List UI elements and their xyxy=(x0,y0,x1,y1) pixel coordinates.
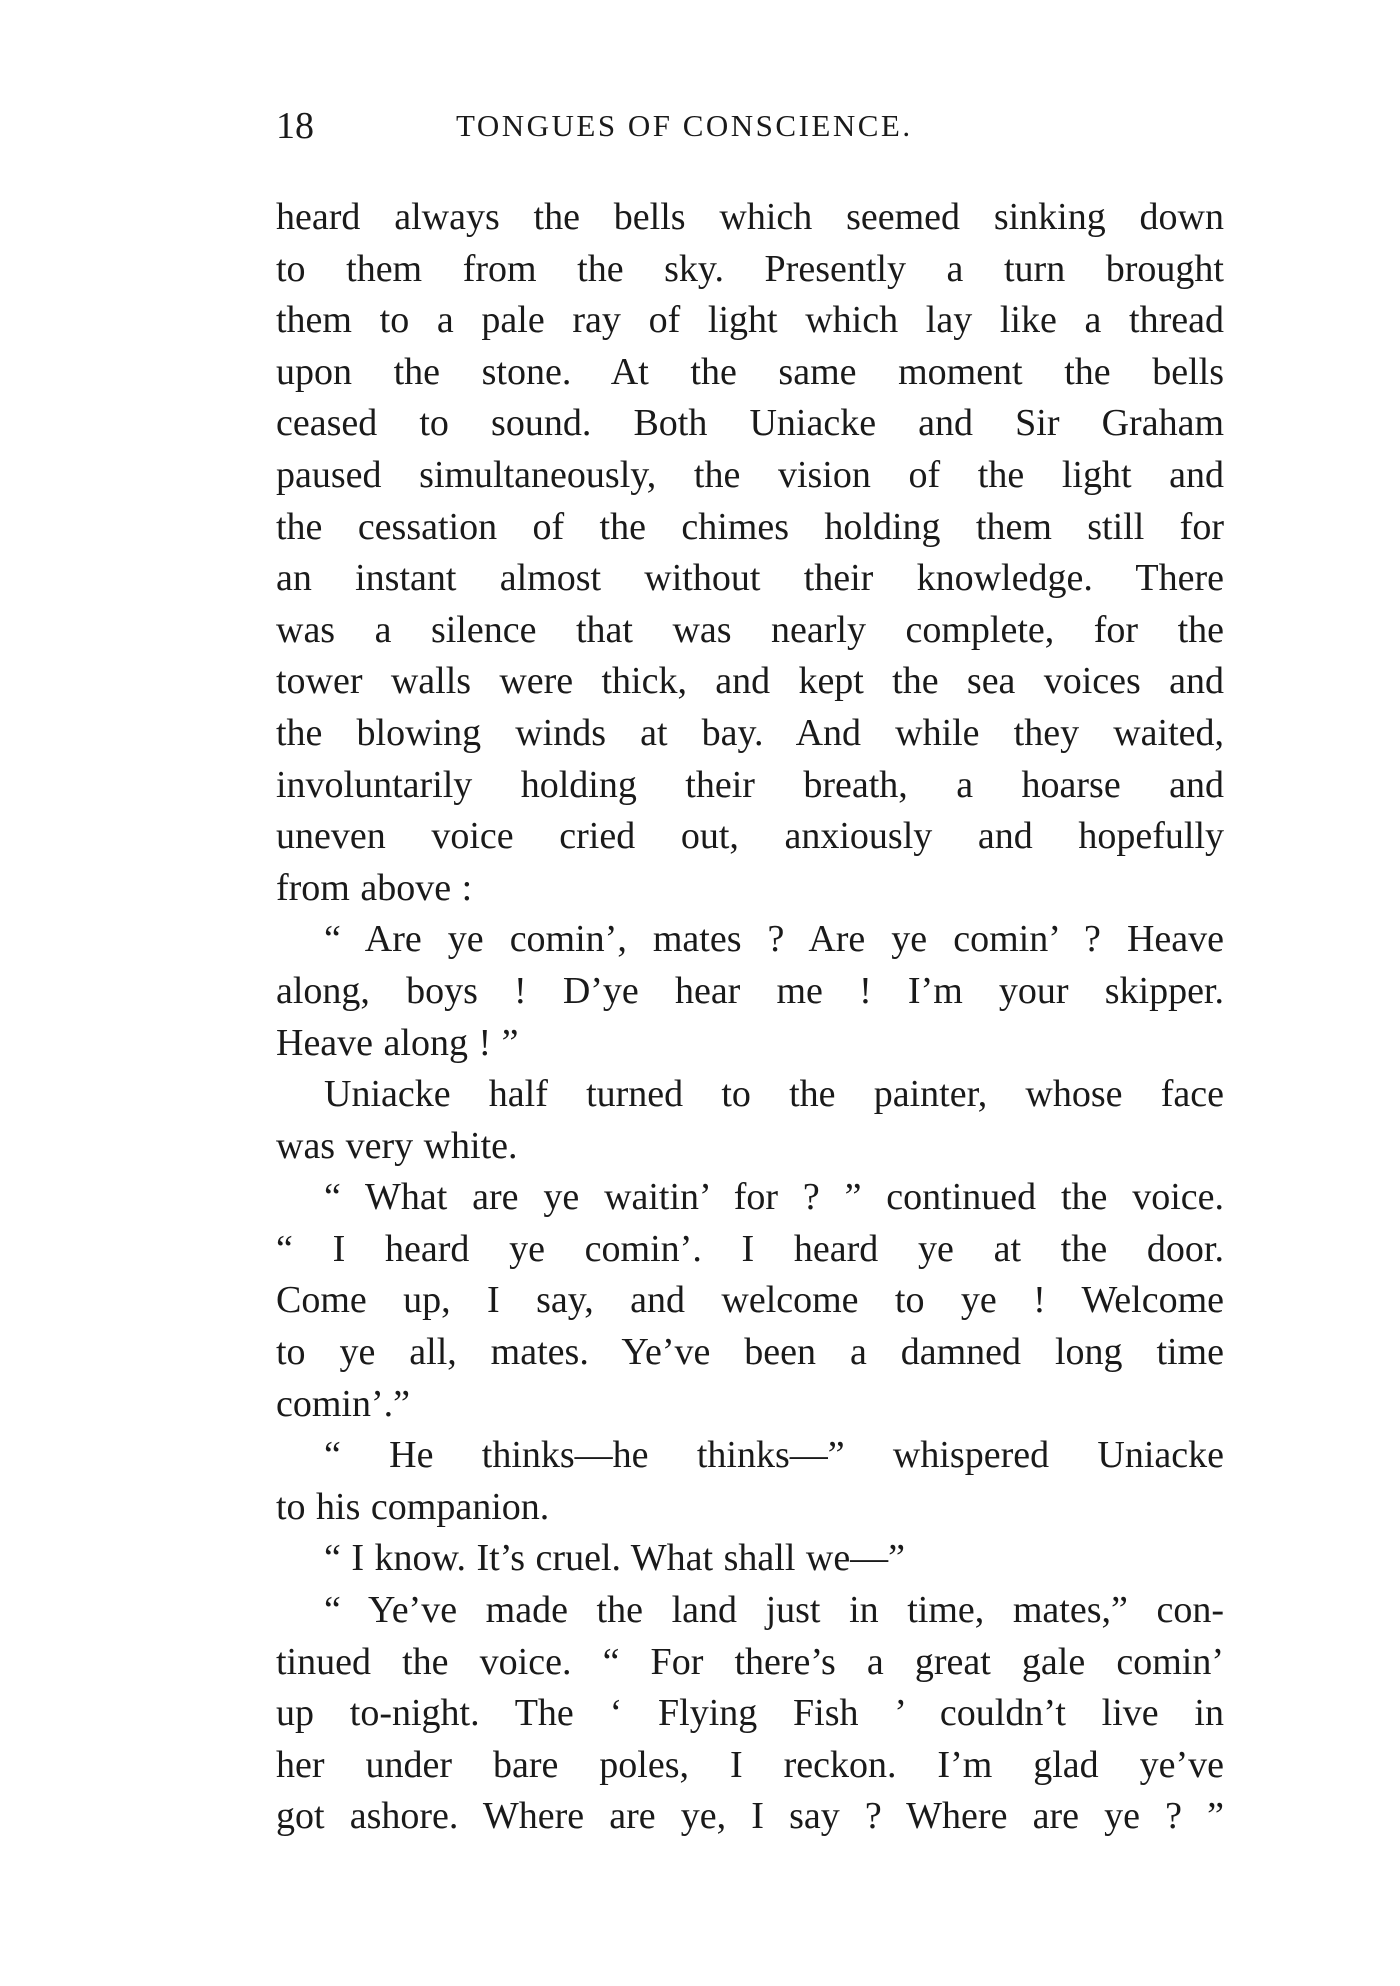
text-line: “ I know. It’s cruel. What shall we—” xyxy=(324,1537,906,1580)
text-line: Heave along ! ” xyxy=(276,1021,519,1064)
text-line: them to a pale ray of light which lay like a thread xyxy=(276,299,1224,342)
text-line: along, boys ! D’ye hear me ! I’m your skipper. xyxy=(276,969,1224,1012)
body-text xyxy=(276,192,1224,1843)
text-line: an instant almost without their knowledge. There xyxy=(276,557,1224,600)
page-number: 18 xyxy=(276,105,314,147)
text-line: was a silence that was nearly complete, for the xyxy=(276,608,1224,651)
running-title: TONGUES OF CONSCIENCE. xyxy=(456,108,913,143)
text-line: the cessation of the chimes holding them still for xyxy=(276,505,1224,548)
text-line: to them from the sky. Presently a turn brought xyxy=(276,247,1224,290)
text-line: her under bare poles, I reckon. I’m glad ye’ve xyxy=(276,1743,1224,1786)
text-line: the blowing winds at bay. And while they waited, xyxy=(276,711,1224,754)
text-line: Uniacke half turned to the painter, whose face xyxy=(324,1073,1224,1116)
text-line: Come up, I say, and welcome to ye ! Welcome xyxy=(276,1279,1224,1322)
text-line: comin’.” xyxy=(276,1382,411,1425)
text-line: involuntarily holding their breath, a hoarse and xyxy=(276,763,1224,806)
text-line: “ What are ye waitin’ for ? ” continued the voice. xyxy=(324,1176,1224,1219)
text-line: got ashore. Where are ye, I say ? Where are ye ? ” xyxy=(276,1795,1224,1838)
text-line: to his companion. xyxy=(276,1485,550,1528)
text-line: “ He thinks—he thinks—” whispered Uniacke xyxy=(324,1434,1224,1477)
running-head xyxy=(276,104,1236,154)
text-line: uneven voice cried out, anxiously and hopefully xyxy=(276,815,1224,858)
text-line: was very white. xyxy=(276,1124,518,1167)
text-line: “ Ye’ve made the land just in time, mates,” con- xyxy=(324,1589,1224,1632)
text-line: paused simultaneously, the vision of the light and xyxy=(276,453,1224,496)
text-line: “ I heard ye comin’. I heard ye at the door. xyxy=(276,1227,1224,1270)
text-line: tinued the voice. “ For there’s a great gale comin’ xyxy=(276,1640,1224,1683)
text-line: “ Are ye comin’, mates ? Are ye comin’ ? Heave xyxy=(324,918,1224,961)
text-line: heard always the bells which seemed sinking down xyxy=(276,196,1224,238)
text-line: up to-night. The ‘ Flying Fish ’ couldn’t live in xyxy=(276,1692,1224,1735)
text-line: from above : xyxy=(276,866,473,909)
text-line: ceased to sound. Both Uniacke and Sir Graham xyxy=(276,402,1224,445)
text-line: tower walls were thick, and kept the sea voices and xyxy=(276,660,1224,703)
text-line: upon the stone. At the same moment the bells xyxy=(276,350,1224,393)
text-line: to ye all, mates. Ye’ve been a damned long time xyxy=(276,1331,1224,1374)
